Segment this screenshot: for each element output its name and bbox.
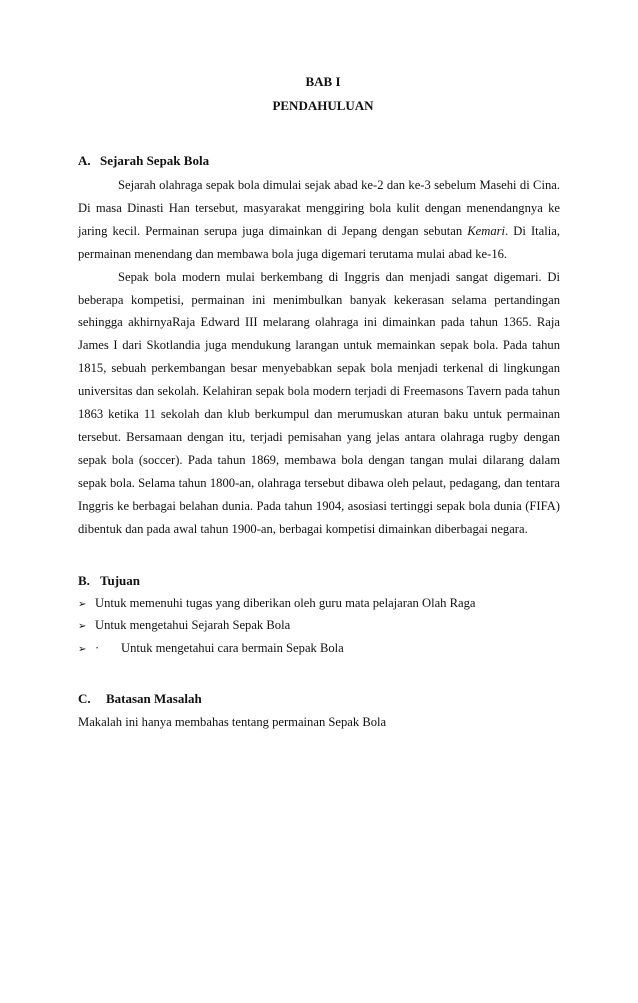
arrow-bullet-icon: ➢ <box>78 598 87 610</box>
chapter-number: BAB I <box>305 74 341 89</box>
middle-dot-prefix: · <box>95 640 100 655</box>
document-page <box>78 72 560 732</box>
section-c-heading <box>78 689 560 709</box>
chapter-title: PENDAHULUAN <box>272 98 374 113</box>
goal-item <box>78 593 560 616</box>
goal-item <box>78 638 560 661</box>
section-a-letter: A. <box>78 153 91 168</box>
history-paragraph-1-part2: . Di Italia, permainan menendang dan membawa bola juga digemari terutama mulai abad ke-16. <box>78 223 561 261</box>
section-b-heading <box>78 571 560 591</box>
goal-item-text: Untuk mengetahui cara bermain Sepak Bola <box>121 640 344 655</box>
arrow-bullet-icon: ➢ <box>78 643 87 655</box>
kemari-term: Kemari <box>467 223 506 238</box>
scope-text: Makalah ini hanya membahas tentang permainan Sepak Bola <box>78 715 387 730</box>
arrow-bullet-icon: ➢ <box>78 621 87 633</box>
section-b-letter: B. <box>78 572 90 588</box>
section-a-heading <box>78 151 560 171</box>
section-c-letter: C. <box>78 691 91 707</box>
goal-item-text: Untuk mengetahui Sejarah Sepak Bola <box>95 618 291 633</box>
goals-list <box>78 593 560 661</box>
section-b-title: Tujuan <box>100 572 140 588</box>
history-paragraph-1 <box>78 174 560 266</box>
goal-item-text: Untuk memenuhi tugas yang diberikan oleh guru mata pelajaran Olah Raga <box>95 595 476 610</box>
history-paragraph-2: Sepak bola modern mulai berkembang di Inggris dan menjadi sangat digemari. Di beberapa kompetisi, permainan ini menimbulkan banyak kekerasan selama pertandingan sehingga akhirnyaRaja Edward III melarang olahraga ini dimainkan pada tahun 1365. Raja James I dari Skotlandia juga mendukung larangan untuk memainkan sepak bola. Pada tahun 1815, sebuah perkembangan besar menyebabkan sepak bola menjadi terkenal di lingkungan universitas dan sekolah. Kelahiran sepak bola modern terjadi di Freemasons Tavern pada tahun 1863 ketika 11 sekolah dan klub berkumpul dan merumuskan aturan baku untuk permainan tersebut. Bersamaan dengan itu, terjadi pemisahan yang jelas antara olahraga rugby dengan sepak bola (soccer). Pada tahun 1869, membawa bola dengan tangan mulai dilarang dalam sepak bola. Selama tahun 1800-an, olahraga tersebut dibawa oleh pelaut, pedagang, dan tentara Inggris ke berbagai belahan dunia. Pada tahun 1904, asosiasi tertinggi sepak bola dunia (FIFA) dibentuk dan pada awal tahun 1900-an, berbagai kompetisi dimainkan diberbagai negara. <box>78 269 560 536</box>
section-a-title: Sejarah Sepak Bola <box>100 153 210 168</box>
section-c-title: Batasan Masalah <box>106 691 202 707</box>
history-paragraph-1-part1: Sejarah olahraga sepak bola dimulai sejak abad ke-2 dan ke-3 sebelum Masehi di Cina. Di masa Dinasti Han tersebut, masyarakat menggiring bola kulit dengan menendangnya ke jaring kecil. Permainan serupa juga dimainkan di Jepang dengan sebutan <box>78 178 560 238</box>
goal-item <box>78 615 560 638</box>
